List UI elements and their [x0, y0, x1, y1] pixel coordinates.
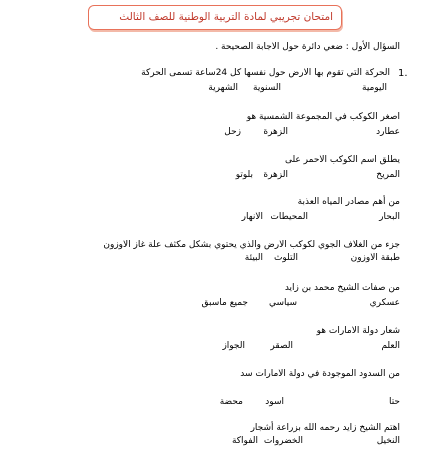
question-4-option-3: الانهار — [241, 212, 263, 222]
exam-title: امتحان تجريبي لمادة التربية الوطنية للصف الثالث — [119, 11, 333, 23]
question-2-option-1: عطارد — [376, 127, 400, 137]
question-1-option-2: السنوية — [253, 83, 281, 93]
question-2-text: اصغر الكوكب في المجموعة الشمسية هو — [246, 112, 400, 122]
title-box — [88, 5, 342, 30]
question-5-option-2: التلوث — [273, 253, 298, 263]
question-8-text: من السدود الموجودة في دولة الامارات سد — [240, 369, 400, 379]
question-6-option-2: سياسي — [268, 298, 297, 308]
section-header: السؤال الأول : ضعي دائرة حول الاجابة الصحيحة . — [215, 42, 400, 52]
question-7-option-2: الصقر — [270, 341, 293, 351]
question-4-option-1: البحار — [379, 212, 400, 222]
question-2-option-3: زحل — [224, 127, 241, 137]
question-7-option-3: الجواز — [222, 341, 245, 351]
question-1-option-1: اليومية — [362, 83, 387, 93]
question-9-text: اهتم الشيخ زايد رحمه الله بزراعة أشجار — [250, 423, 400, 433]
question-9-option-3: الفواكة — [231, 436, 258, 446]
question-5-text: جزء من الغلاف الجوي لكوكب الارض والذي يحتوي بشكل مكثف علة غاز الاوزون — [103, 240, 400, 250]
question-8-option-3: محضة — [219, 397, 243, 407]
question-7-text: شعار دولة الامارات هو — [316, 326, 400, 336]
question-5-option-1: طبقة الاوزون — [350, 253, 400, 263]
question-3-option-3: بلوتو — [235, 170, 253, 180]
question-4-option-2: المحيطات — [270, 212, 308, 222]
question-3-option-2: الزهرة — [263, 170, 288, 180]
question-3-option-1: المريخ — [376, 170, 400, 180]
question-9-option-2: الخضروات — [263, 436, 303, 446]
question-1-text: الحركة التي تقوم بها الارض حول نفسها كل 24ساعة تسمى الحركة — [141, 68, 390, 78]
question-1-option-3: الشهرية — [208, 83, 238, 93]
question-number: 1. — [398, 68, 408, 79]
question-8-option-1: حتا — [388, 397, 400, 407]
question-6-option-3: جميع ماسبق — [201, 298, 248, 308]
question-9-option-1: النخيل — [376, 436, 400, 446]
question-2-option-2: الزهرة — [263, 127, 288, 137]
question-5-option-3: البيئة — [244, 253, 263, 263]
question-6-option-1: عسكري — [369, 298, 400, 308]
question-4-text: من أهم مصادر المياه العذبة — [297, 197, 400, 207]
question-3-text: يطلق اسم الكوكب الاحمر على — [284, 155, 400, 165]
question-7-option-1: العلم — [381, 341, 400, 351]
question-8-option-2: اسود — [265, 397, 284, 407]
question-6-text: من صفات الشيخ محمد بن زايد — [284, 283, 400, 293]
